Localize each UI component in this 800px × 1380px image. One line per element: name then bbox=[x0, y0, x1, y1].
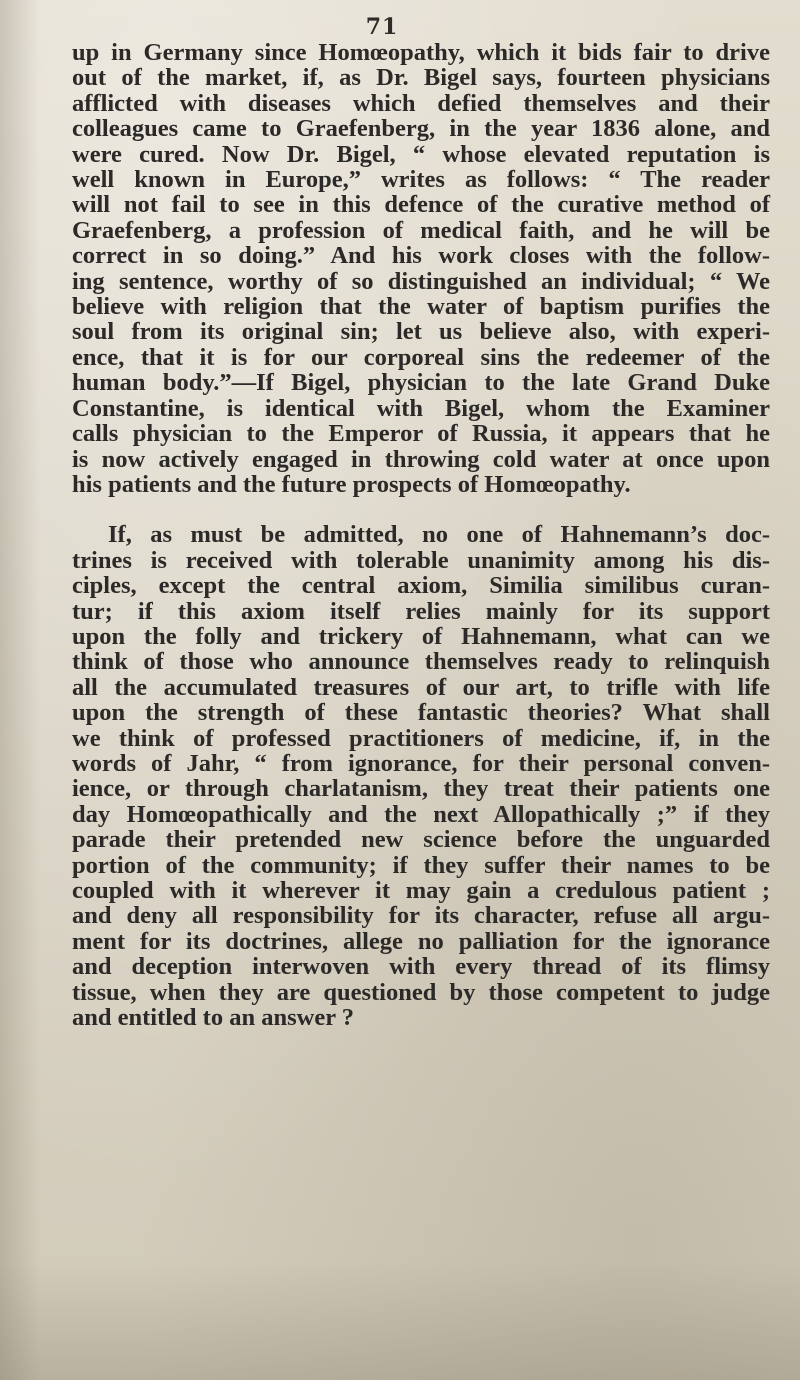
text-line: afflicted with diseases which defied themselves and their bbox=[72, 89, 770, 117]
text-line: think of those who announce themselves ready to relinquish bbox=[72, 648, 770, 676]
text-line: soul from its original sin; let us believe also, with experi- bbox=[72, 318, 770, 346]
text-line: colleagues came to Graefenberg, in the year 1836 alone, and bbox=[72, 115, 770, 143]
text-line: ment for its doctrines, allege no palliation for the ignorance bbox=[72, 927, 770, 955]
text-line: upon the folly and trickery of Hahnemann, what can we bbox=[72, 622, 770, 650]
text-line: calls physician to the Emperor of Russia, it appears that he bbox=[72, 420, 770, 448]
text-line: and entitled to an answer ? bbox=[72, 1004, 355, 1032]
text-line: all the accumulated treasures of our art, to trifle with life bbox=[72, 673, 770, 701]
text-line: correct in so doing.” And his work closes with the follow- bbox=[72, 242, 770, 270]
text-line: trines is received with tolerable unanimity among his dis- bbox=[72, 546, 770, 574]
text-line: ing sentence, worthy of so distinguished an individual; “ We bbox=[72, 267, 770, 295]
text-line: words of Jahr, “ from ignorance, for their personal conven- bbox=[72, 749, 770, 777]
text-line: were cured. Now Dr. Bigel, “ whose elevated reputation is bbox=[72, 140, 770, 168]
text-line: ence, that it is for our corporeal sins the redeemer of the bbox=[72, 343, 770, 371]
text-line: day Homœopathically and the next Allopathically ;” if they bbox=[72, 800, 770, 828]
paragraph bbox=[72, 40, 770, 497]
text-line: ience, or through charlatanism, they treat their patients one bbox=[72, 775, 770, 803]
page-number: 71 bbox=[365, 14, 399, 40]
body-text bbox=[72, 40, 770, 1030]
text-line: human body.”—If Bigel, physician to the late Grand Duke bbox=[72, 369, 770, 397]
text-line: will not fail to see in this defence of the curative method of bbox=[72, 191, 770, 219]
paragraph bbox=[72, 522, 770, 1030]
text-line: upon the strength of these fantastic theories? What shall bbox=[72, 699, 770, 727]
text-line: is now actively engaged in throwing cold water at once upon bbox=[72, 445, 770, 473]
text-line: believe with religion that the water of baptism purifies the bbox=[72, 293, 770, 321]
text-line: ciples, except the central axiom, Similia similibus curan- bbox=[72, 572, 770, 600]
text-line: portion of the community; if they suffer their names to be bbox=[72, 851, 770, 879]
text-line: and deny all responsibility for its character, refuse all argu- bbox=[72, 902, 770, 930]
text-line: and deception interwoven with every thread of its flimsy bbox=[72, 953, 770, 981]
text-line: up in Germany since Homœopathy, which it bids fair to drive bbox=[72, 39, 770, 66]
text-line: coupled with it wherever it may gain a credulous patient ; bbox=[72, 877, 770, 904]
text-line: tissue, when they are questioned by those competent to judge bbox=[72, 978, 770, 1006]
text-line: out of the market, if, as Dr. Bigel says, fourteen physicians bbox=[72, 64, 770, 92]
text-line: we think of professed practitioners of medicine, if, in the bbox=[72, 724, 770, 752]
text-line: his patients and the future prospects of Homœopathy. bbox=[72, 470, 631, 498]
text-line: tur; if this axiom itself relies mainly for its support bbox=[72, 597, 770, 625]
text-line: well known in Europe,” writes as follows: “ The reader bbox=[72, 166, 770, 194]
text-line: parade their pretended new science before the unguarded bbox=[72, 826, 770, 854]
text-line: If, as must be admitted, no one of Hahnemann’s doc- bbox=[108, 521, 770, 549]
text-line: Graefenberg, a profession of medical faith, and he will be bbox=[72, 216, 770, 244]
text-line: Constantine, is identical with Bigel, whom the Examiner bbox=[72, 394, 770, 422]
